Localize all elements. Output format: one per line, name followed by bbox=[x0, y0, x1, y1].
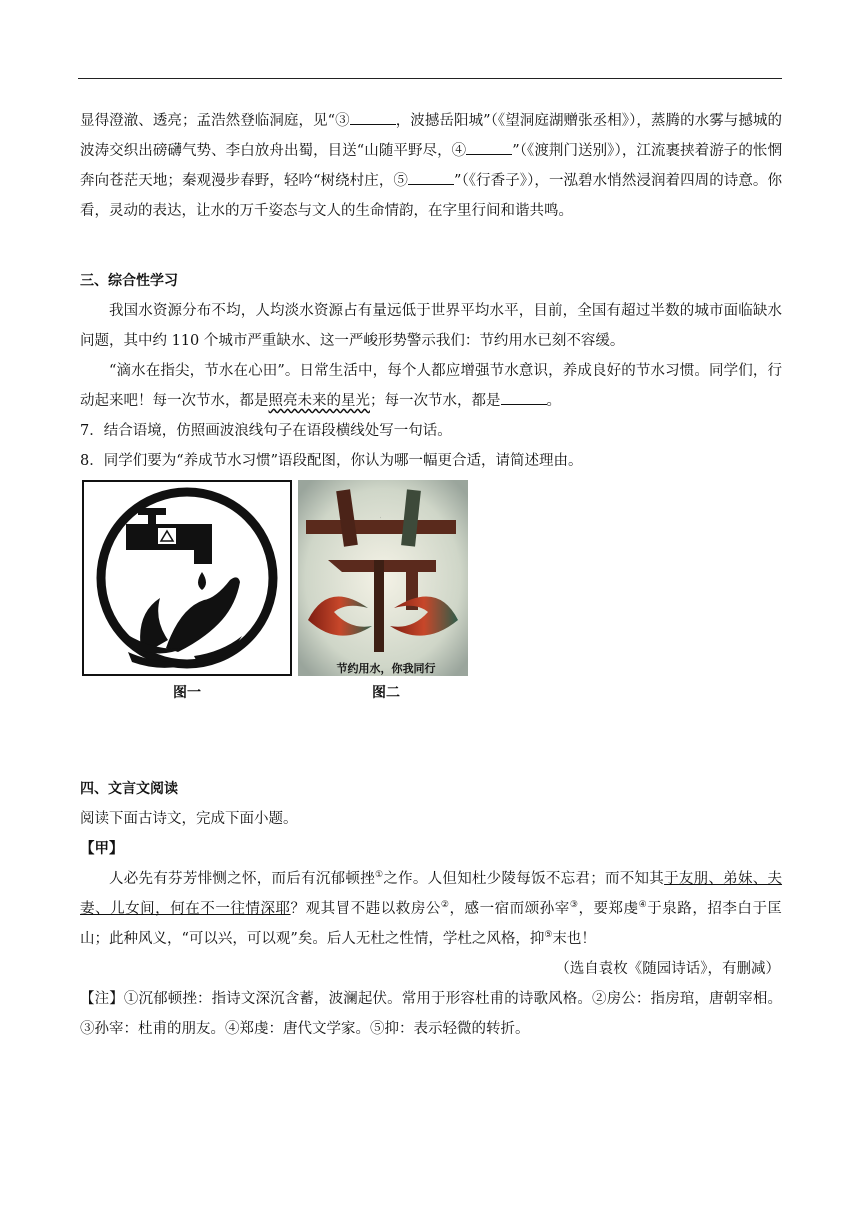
figure-row bbox=[80, 478, 782, 708]
figure-2-slogan: 节约用水，你我同行 bbox=[336, 662, 436, 675]
answer-blank-4[interactable] bbox=[466, 140, 512, 155]
footnote-mark: ③ bbox=[569, 900, 579, 911]
figure-1-water-saving-logo bbox=[82, 480, 292, 676]
header-rule bbox=[78, 78, 782, 79]
section3-paragraph-1: 我国水资源分布不均，人均淡水资源占有量远低于世界平均水平，目前，全国有超过半数的城市面临缺水问题，其中约 110 个城市严重缺水、这一严峻形势警示我们：节约用水已刻不容缓。 bbox=[80, 303, 782, 349]
text: “滴水在指尖，节水在心田”。日常生活中，每个人都应增强节水意识，养成良好的节水习惯。同学们，行动起来吧！每一次节水，都是 bbox=[80, 363, 782, 409]
figure-2-caption: 图二 bbox=[372, 685, 400, 701]
classical-passage bbox=[80, 864, 782, 954]
question-7: 7．结合语境，仿照画波浪线句子在语段横线处写一句话。 bbox=[80, 423, 452, 439]
section3-paragraph-2 bbox=[80, 356, 782, 416]
text: ？观其冒不韪以救房公 bbox=[290, 901, 441, 917]
section4-heading: 四、文言文阅读 bbox=[80, 781, 178, 797]
footnote-mark: ⑤ bbox=[544, 930, 553, 941]
figure-2-water-saving-poster bbox=[298, 480, 468, 676]
section4-intro: 阅读下面古诗文，完成下面小题。 bbox=[80, 811, 298, 827]
answer-blank-3[interactable] bbox=[350, 110, 396, 125]
source-citation: （选自袁枚《随园诗话》，有删减） bbox=[555, 961, 780, 977]
underlined-text: 于友朋、弟妹、 bbox=[664, 871, 768, 887]
question-8: 8．同学们要为“养成节水习惯”语段配图，你认为哪一幅更合适，请简述理由。 bbox=[80, 453, 583, 469]
text: ，要郑虔 bbox=[578, 901, 639, 917]
text: ”（《行香子》），一泓碧水悄然浸润着四周的诗意。你看，灵动的表达，让水的万千姿态与文人的生命情韵，在字里行间和谐共鸣。 bbox=[80, 173, 782, 219]
text: ；每一次节水，都是 bbox=[370, 393, 501, 409]
text-jia-label: 【甲】 bbox=[80, 841, 124, 857]
text: ，感一宿而颂孙宰 bbox=[449, 901, 570, 917]
text: 末也！ bbox=[552, 931, 596, 947]
section3-heading: 三、综合性学习 bbox=[80, 273, 178, 289]
text: 。 bbox=[546, 393, 561, 409]
footnote-mark: ④ bbox=[638, 900, 648, 911]
annotation-notes: 【注】①沉郁顿挫：指诗文深沉含蓄，波澜起伏。常用于形容杜甫的诗歌风格。②房公：指房琯，唐朝宰相。③孙宰：杜甫的朋友。④郑虔：唐代文学家。⑤抑：表示轻微的转折。 bbox=[80, 991, 782, 1037]
document-body bbox=[80, 106, 782, 1044]
footnote-mark: ② bbox=[440, 900, 450, 911]
text: ”（《渡荆门送别》），江流裹挟着游子的怅惘奔向苍茫天地；秦观漫步春野，轻吟“树绕村庄，⑤ bbox=[80, 143, 782, 189]
figure-1-caption: 图一 bbox=[173, 685, 201, 701]
answer-blank-5[interactable] bbox=[408, 170, 454, 185]
footnote-mark: ① bbox=[374, 870, 384, 881]
underlined-text: 夫妻、儿女间，何在不一往情深耶 bbox=[80, 871, 783, 917]
wavy-underlined-phrase: 照亮未来的星光 bbox=[268, 393, 370, 409]
text: 于泉路，招李白于匡山；此种风义，“可以兴，可以观”矣。后人无杜之性情，学杜之风格，抑 bbox=[80, 901, 783, 947]
paragraph-water-poems bbox=[80, 106, 782, 226]
text: 显得澄澈、透亮；孟浩然登临洞庭，见“③ bbox=[80, 113, 350, 129]
figure-2-char: 节 bbox=[380, 518, 381, 519]
answer-blank-7[interactable] bbox=[501, 390, 547, 405]
text: ，波撼岳阳城”（《望洞庭湖赠张丞相》），蒸腾的水雾与撼城的波涛交织出磅礴气势、李白放舟出蜀，目送“山随平野尽，④ bbox=[80, 113, 782, 159]
text: 之作。人但知杜少陵每饭不忘君；而不知其 bbox=[383, 871, 665, 887]
text: 人必先有芬芳悱恻之怀，而后有沉郁顿挫 bbox=[109, 871, 375, 887]
